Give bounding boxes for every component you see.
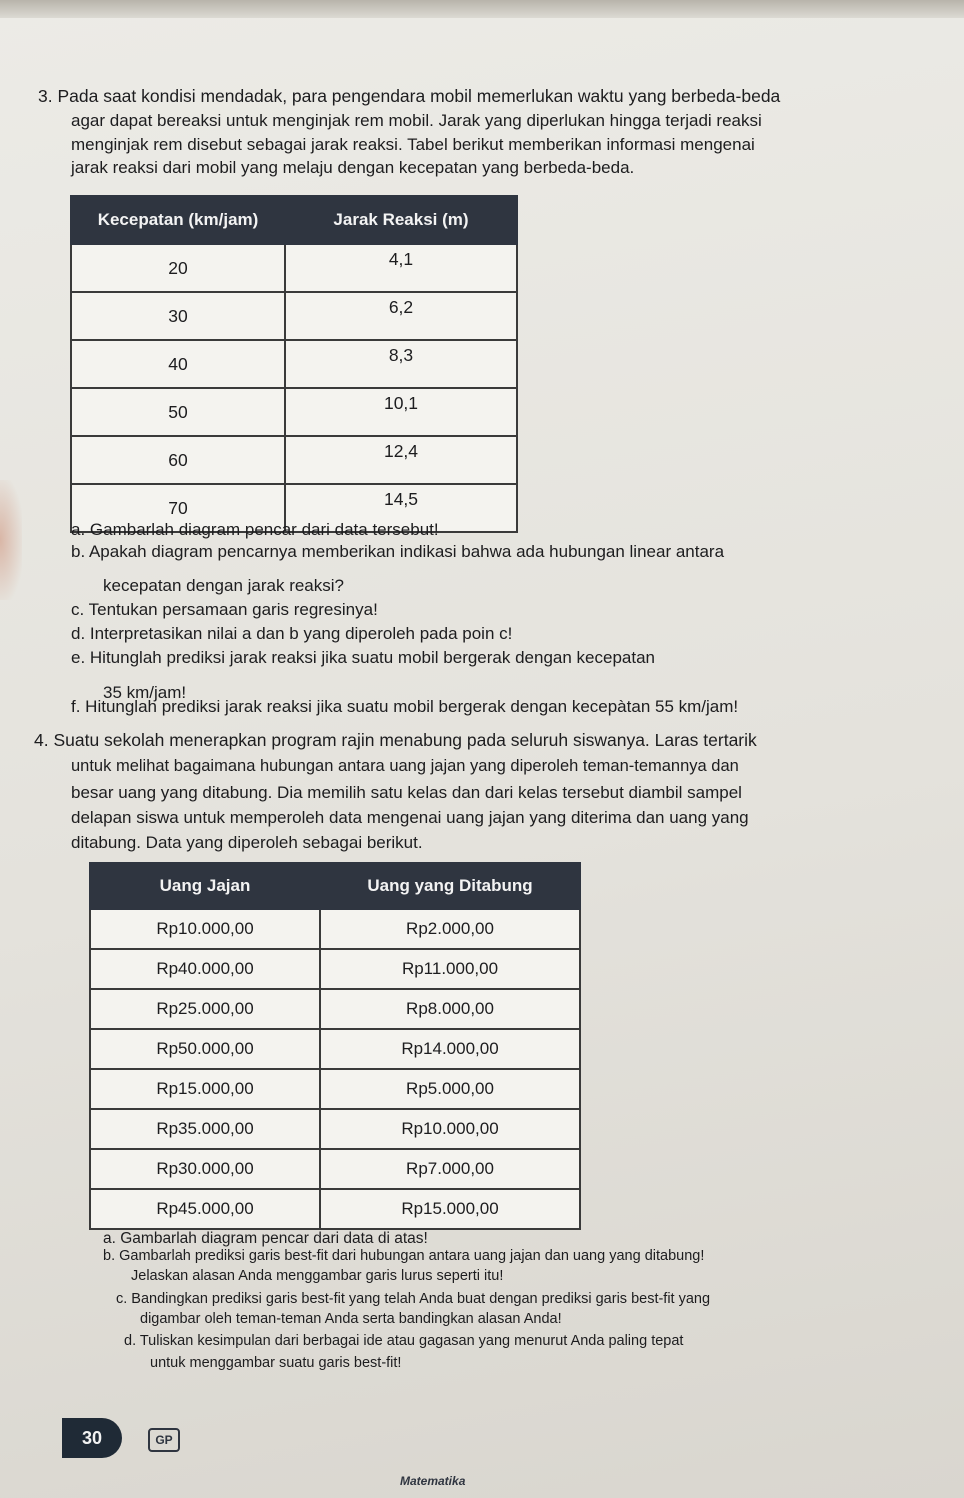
saved-cell: Rp11.000,00 <box>320 949 580 989</box>
allowance-cell: Rp15.000,00 <box>90 1069 320 1109</box>
page-number: 30 <box>62 1418 122 1458</box>
distance-cell: 10,1 <box>285 388 517 436</box>
table-header-distance: Jarak Reaksi (m) <box>285 196 517 244</box>
table-header-row <box>90 863 580 909</box>
q3-sub-c: c. Tentukan persamaan garis regresinya! <box>71 600 378 619</box>
table-row <box>90 1149 580 1189</box>
footer-brand: Matematika <box>400 1474 466 1488</box>
allowance-cell: Rp25.000,00 <box>90 989 320 1029</box>
distance-cell: 4,1 <box>285 244 517 292</box>
q3-line-2: agar dapat bereaksi untuk menginjak rem mobil. Jarak yang diperlukan hingga terjadi reaksi <box>71 111 762 130</box>
allowance-cell: Rp45.000,00 <box>90 1189 320 1229</box>
speed-cell: 20 <box>71 244 285 292</box>
allowance-cell: Rp40.000,00 <box>90 949 320 989</box>
speed-cell: 60 <box>71 436 285 484</box>
saved-cell: Rp14.000,00 <box>320 1029 580 1069</box>
q4-line-1: 4. Suatu sekolah menerapkan program rajin menabung pada seluruh siswanya. Laras tertarik <box>34 730 757 750</box>
saved-cell: Rp10.000,00 <box>320 1109 580 1149</box>
distance-cell: 12,4 <box>285 436 517 484</box>
saved-cell: Rp8.000,00 <box>320 989 580 1029</box>
allowance-cell: Rp30.000,00 <box>90 1149 320 1189</box>
savings-table <box>89 862 581 1230</box>
q4-sub-a: a. Gambarlah diagram pencar dari data di atas! <box>103 1230 428 1247</box>
table-header-saved: Uang yang Ditabung <box>320 863 580 909</box>
reaction-distance-table <box>70 195 518 533</box>
publisher-logo-icon: GP <box>148 1428 180 1452</box>
allowance-cell: Rp35.000,00 <box>90 1109 320 1149</box>
q4-line-3: besar uang yang ditabung. Dia memilih satu kelas dan dari kelas tersebut diambil sampel <box>71 783 742 802</box>
q4-line-2: untuk melihat bagaimana hubungan antara uang jajan yang diperoleh teman-temannya dan <box>71 757 739 775</box>
q4-sub-c-cont: digambar oleh teman-teman Anda serta bandingkan alasan Anda! <box>140 1311 562 1327</box>
speed-cell: 40 <box>71 340 285 388</box>
table-row <box>90 949 580 989</box>
saved-cell: Rp15.000,00 <box>320 1189 580 1229</box>
table-row <box>71 388 517 436</box>
allowance-cell: Rp50.000,00 <box>90 1029 320 1069</box>
table-row <box>90 989 580 1029</box>
q3-line-1: 3. Pada saat kondisi mendadak, para pengendara mobil memerlukan waktu yang berbeda-beda <box>38 86 781 106</box>
distance-cell: 8,3 <box>285 340 517 388</box>
table-header-row <box>71 196 517 244</box>
q3-line-4: jarak reaksi dari mobil yang melaju dengan kecepatan yang berbeda-beda. <box>71 158 635 177</box>
table-row <box>71 244 517 292</box>
table-row <box>90 1029 580 1069</box>
table-row <box>71 340 517 388</box>
q3-sub-f: f. Hitunglah prediksi jarak reaksi jika suatu mobil bergerak dengan kecepàtan 55 km/jam! <box>71 697 739 716</box>
table-header-allowance: Uang Jajan <box>90 863 320 909</box>
saved-cell: Rp5.000,00 <box>320 1069 580 1109</box>
q3-sub-d: d. Interpretasikan nilai a dan b yang diperoleh pada poin c! <box>71 624 513 643</box>
q3-sub-b-cont: kecepatan dengan jarak reaksi? <box>103 576 344 595</box>
saved-cell: Rp2.000,00 <box>320 909 580 949</box>
distance-cell: 14,5 <box>285 484 517 532</box>
table-row <box>90 1069 580 1109</box>
q3-sub-e-cont: 35 km/jam! <box>103 683 187 702</box>
speed-cell: 50 <box>71 388 285 436</box>
saved-cell: Rp7.000,00 <box>320 1149 580 1189</box>
q3-sub-e: e. Hitunglah prediksi jarak reaksi jika suatu mobil bergerak dengan kecepatan <box>71 648 656 667</box>
q4-sub-d-cont: untuk menggambar suatu garis best-fit! <box>150 1355 402 1371</box>
q4-sub-c: c. Bandingkan prediksi garis best-fit yang telah Anda buat dengan prediksi garis best-fit yang <box>116 1291 711 1307</box>
table-row <box>71 436 517 484</box>
finger-shadow <box>0 480 22 600</box>
table-header-speed: Kecepatan (km/jam) <box>71 196 285 244</box>
table-row <box>71 292 517 340</box>
page-top-edge <box>0 0 964 18</box>
speed-cell: 30 <box>71 292 285 340</box>
allowance-cell: Rp10.000,00 <box>90 909 320 949</box>
distance-cell: 6,2 <box>285 292 517 340</box>
q3-sub-b: b. Apakah diagram pencarnya memberikan indikasi bahwa ada hubungan linear antara <box>71 542 725 561</box>
q4-line-4: delapan siswa untuk memperoleh data mengenai uang jajan yang diterima dan uang yang <box>71 808 749 827</box>
table-row <box>90 1189 580 1229</box>
q4-sub-d: d. Tuliskan kesimpulan dari berbagai ide atau gagasan yang menurut Anda paling tepat <box>124 1333 684 1349</box>
q4-sub-b-cont: Jelaskan alasan Anda menggambar garis lurus seperti itu! <box>131 1268 504 1284</box>
q4-sub-b: b. Gambarlah prediksi garis best-fit dari hubungan antara uang jajan dan uang yang ditabung! <box>103 1248 705 1264</box>
speed-cell: 70 <box>71 484 285 532</box>
q3-sub-a: a. Gambarlah diagram pencar dari data tersebut! <box>71 520 439 539</box>
q3-line-3: menginjak rem disebut sebagai jarak reaksi. Tabel berikut memberikan informasi mengenai <box>71 135 755 154</box>
q4-line-5: ditabung. Data yang diperoleh sebagai berikut. <box>71 833 423 852</box>
table-row <box>90 909 580 949</box>
table-row <box>90 1109 580 1149</box>
